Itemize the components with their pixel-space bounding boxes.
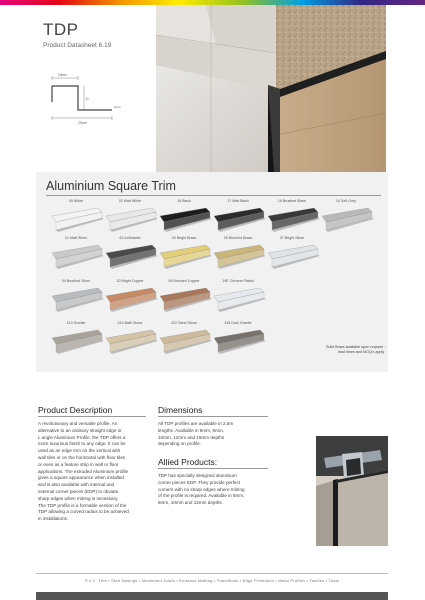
datasheet-number: Product Datasheet 6.19 xyxy=(43,42,112,49)
desc-line: alternative to an ordinary straight edge or xyxy=(38,427,122,433)
allied-line: corner pieces EDP. They provide perfect xyxy=(158,479,241,485)
brass-note xyxy=(290,345,385,355)
allied-line: TDP has specially designed aluminium xyxy=(158,473,237,478)
trim-swatch xyxy=(100,321,160,366)
dim-bottom-label: 27mm xyxy=(78,121,87,125)
trim-profile-image xyxy=(154,206,214,238)
desc-line: wall tiles or on the horizontal with floor tiles xyxy=(38,454,126,460)
dim-top-label: 10mm xyxy=(58,73,67,77)
trim-profile-image xyxy=(316,206,376,238)
trim-swatch xyxy=(316,199,376,244)
swatch-label: 04 Brushed Silver xyxy=(61,279,91,283)
product-description-rule xyxy=(38,416,146,417)
desc-line: applications. The extruded Aluminium profile xyxy=(38,468,129,474)
desc-line: in installations. xyxy=(38,516,69,522)
desc-line: TDP allowing a curved radius to be achieved xyxy=(38,509,129,515)
product-description-text xyxy=(38,421,150,523)
desc-line: used as an edge trim on the vertical with xyxy=(38,448,121,454)
allied-line: 8mm, 10mm and 12mm depths. xyxy=(158,500,223,506)
trim-swatch xyxy=(208,279,268,324)
trim-profile-image xyxy=(100,328,160,360)
desc-line: more luxurious finish to any edge. It can be xyxy=(38,441,126,447)
brass-note-line-2: lead times and MOQ's apply. xyxy=(338,350,385,355)
dim-side-label: D xyxy=(86,97,89,101)
trim-profile-image xyxy=(100,243,160,275)
trim-swatch xyxy=(46,236,106,281)
allied-line: corners with no sharp edges where mitring xyxy=(158,486,245,492)
range-title: Aluminium Square Trim xyxy=(46,179,176,193)
trim-swatch xyxy=(154,236,214,281)
allied-line: of the profile is required. Available in 6mm, xyxy=(158,493,245,499)
trim-profile-image xyxy=(262,243,322,275)
desc-line: The TDP profile is a formable version of the xyxy=(38,502,127,508)
dim-line: depending on profile. xyxy=(158,441,201,447)
swatch-label: 24 Soft Grey xyxy=(335,199,357,203)
dim-thickness-label: 1mm xyxy=(114,105,121,109)
trim-profile-image xyxy=(208,243,268,275)
trim-profile-image xyxy=(154,286,214,318)
swatch-label: 10 Bright Copper xyxy=(116,279,144,283)
product-title: TDP xyxy=(43,20,79,39)
allied-products-text xyxy=(158,473,273,507)
desc-line: external corner pieces (EDP) to obviate xyxy=(38,488,119,494)
trim-profile-image xyxy=(262,206,322,238)
trim-profile-image xyxy=(46,286,106,318)
brass-note-line-1: Solid Brass available upon request - xyxy=(325,345,385,349)
swatch-label: 03 Bright Brass xyxy=(171,236,197,240)
trim-swatch xyxy=(208,236,268,281)
allied-products-heading: Allied Products: xyxy=(158,457,218,467)
dim-line: 10mm, 12mm and 15mm depths xyxy=(158,434,225,440)
swatch-label: 01 Matt Silver xyxy=(65,236,87,240)
swatch-label: 09 White xyxy=(68,199,84,203)
dim-line: All TDP profiles are available in 2.5m xyxy=(158,421,234,426)
trim-profile-image xyxy=(208,206,268,238)
swatch-label: 16 Black xyxy=(177,199,191,203)
desc-line: or even as a feature strip in wall or floor xyxy=(38,461,119,467)
dimensions-rule xyxy=(158,416,268,417)
swatch-label: 422 Sand Stone xyxy=(171,321,197,325)
trim-swatch xyxy=(208,321,268,366)
footer-rule xyxy=(36,573,388,574)
desc-line: sharp edges when mitring is necessary. xyxy=(38,495,119,501)
trim-swatch xyxy=(100,279,160,324)
trim-profile-image xyxy=(46,243,106,275)
corner-piece-photo xyxy=(316,436,388,546)
trim-profile-image xyxy=(208,286,268,318)
dimensions-heading: Dimensions xyxy=(158,405,203,415)
product-description-heading: Product Description xyxy=(38,405,113,415)
swatch-label: 18 Brushed Black xyxy=(277,199,307,203)
trim-swatch xyxy=(100,236,160,281)
profile-diagram xyxy=(40,72,135,127)
desc-line: gives a square appearance when installed xyxy=(38,475,124,481)
trim-swatch xyxy=(262,236,322,281)
swatch-label: 413 Granite xyxy=(66,321,86,325)
footer-product-list: P.V.C. Trim • Stair Nosings • Movement Joints • Entrance Matting • Transitions • Edge Protection • Metal Profiles • Tactiles • Tools xyxy=(85,578,339,583)
trim-profile-image xyxy=(208,328,268,360)
trim-swatch xyxy=(46,321,106,366)
allied-products-rule xyxy=(158,468,268,469)
footer-bar xyxy=(36,592,388,600)
range-title-rule xyxy=(46,195,381,196)
trim-swatch xyxy=(46,279,106,324)
trim-profile-image xyxy=(154,328,214,360)
trim-profile-image xyxy=(154,243,214,275)
desc-line: A revolutionary and versatile profile. An xyxy=(38,421,118,426)
swatch-label: 05 Brushed Brass xyxy=(223,236,253,240)
trim-profile-image xyxy=(46,328,106,360)
trim-swatch xyxy=(154,321,214,366)
dimensions-text xyxy=(158,421,273,448)
swatch-label: 17 Matt Black xyxy=(227,199,249,203)
swatch-label: 02 Matt White xyxy=(118,199,142,203)
swatch-label: 19E Chrome Plated xyxy=(222,279,254,283)
installation-photo xyxy=(156,5,386,172)
trim-swatch xyxy=(154,279,214,324)
swatch-label: 07 Bright Silver xyxy=(279,236,305,240)
swatch-label: 414 Bath Stone xyxy=(117,321,143,325)
trim-profile-image xyxy=(100,206,160,238)
trim-profile-image xyxy=(46,206,106,238)
desc-line: L angle Aluminium Profile, the TDP offers a xyxy=(38,434,126,440)
swatch-label: 62 Anthracite xyxy=(119,236,141,240)
swatch-label: 06 Brushed Copper xyxy=(168,279,200,283)
dim-line: lengths. Available in 6mm, 8mm, xyxy=(158,427,225,433)
swatch-label: 416 Dark Granite xyxy=(224,321,252,325)
desc-line: and is also available with internal and xyxy=(38,482,115,488)
trim-profile-image xyxy=(100,286,160,318)
